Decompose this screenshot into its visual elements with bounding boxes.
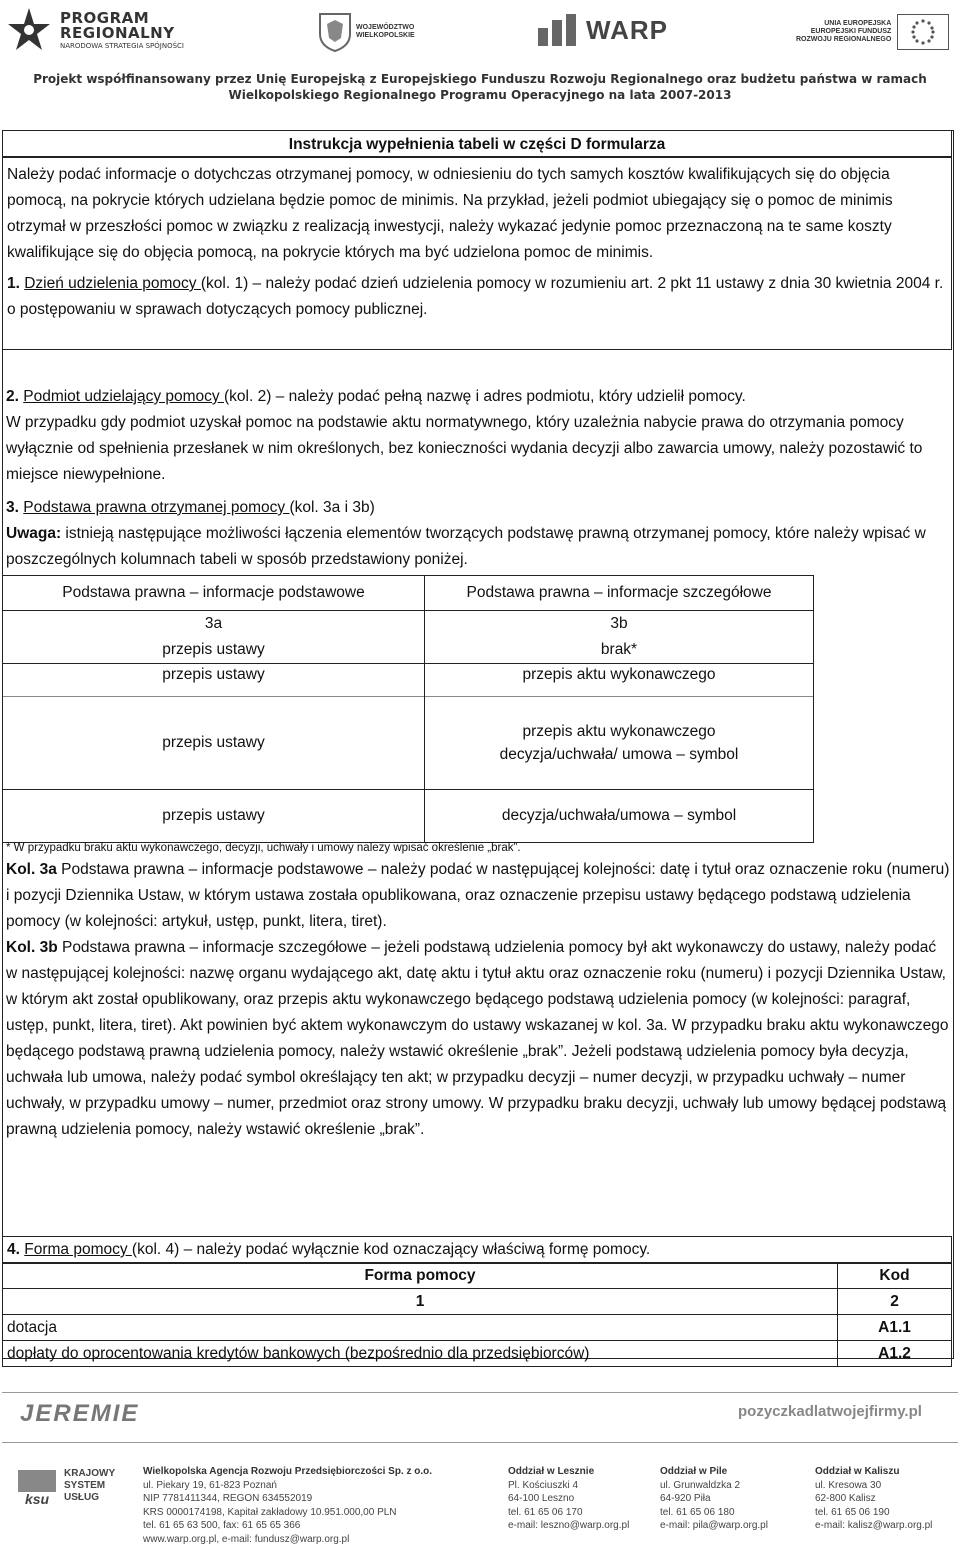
intro-paragraph: Należy podać informacje o dotychczas otrzymanej pomocy, w odniesieniu do tych samych kosztów kwalifikujących się do objęcia pomocą, na pokrycie których udzielana będzie pomoc de minimis. Na przykład, jeżeli podmiot ubiegający się o pomoc de minimis otrzymał w przeszłości pomoc w związku z realizacją inwestycji, należy wykazać jedynie pomoc przeznaczoną na te same koszty kwalifikujące się do objęcia pomocą, na pokrycie których ma być udzielona pomoc de minimis.: [7, 162, 946, 266]
agency-line2: NIP 7781411344, REGON 634552019: [143, 1492, 432, 1506]
section-2-text: (kol. 2) – należy podać pełną nazwę i adres podmiotu, który udzielił pomocy.: [224, 388, 746, 405]
ksu-line1: KRAJOWY: [64, 1468, 115, 1480]
table-row: [3, 664, 814, 697]
form-row1-code: A1.1: [838, 1315, 952, 1341]
kalisz-name: Oddział w Kaliszu: [815, 1465, 932, 1479]
legal-row4-a: przepis ustawy: [3, 790, 425, 843]
leszno-line1: Pl. Kościuszki 4: [508, 1479, 629, 1493]
program-text: PROGRAM: [60, 11, 184, 26]
agency-name: Wielkopolska Agencja Rozwoju Przedsiębiorczości Sp. z o.o.: [143, 1465, 432, 1479]
eu-flag-icon: [897, 14, 949, 50]
column-descriptions: [6, 841, 950, 1143]
section-3-number: 3.: [6, 499, 23, 516]
section-1-text: (kol. 1) – należy podać dzień udzielenia pomocy w rozumieniu art. 2 pkt 11 ustawy z dnia 30 kwietnia 2004 r. o postępowaniu w sprawach dotyczących pomocy publicznej.: [7, 275, 943, 318]
kol-3b-label: Kol. 3b: [6, 939, 58, 956]
form-col-number-2: 2: [838, 1289, 952, 1315]
kalisz-line1: ul. Kresowa 30: [815, 1479, 932, 1493]
kalisz-branch: [815, 1465, 932, 1533]
agency-line5: www.warp.org.pl, e-mail: fundusz@warp.org.pl: [143, 1533, 432, 1546]
section-2-paragraph: [6, 384, 946, 410]
section-3-paragraph: [6, 495, 946, 521]
form-row1-name: dotacja: [3, 1315, 838, 1341]
warp-bars-icon: [538, 14, 578, 46]
jeremie-logo: JEREMIE: [20, 1400, 139, 1428]
legal-row1-a: przepis ustawy: [3, 637, 425, 664]
eagle-crest-icon: [318, 12, 352, 52]
program-regionalny-logo: [8, 6, 184, 54]
footnote: * W przypadku braku aktu wykonawczego, decyzji, uchwały i umowy należy wpisać określenie „brak”.: [6, 841, 950, 855]
section-4-cell: [2, 1236, 952, 1264]
ue-line1: UNIA EUROPEJSKA: [796, 20, 891, 28]
section-3-text: (kol. 3a i 3b): [289, 499, 374, 516]
pila-branch: [660, 1465, 768, 1533]
leszno-line2: 64-100 Leszno: [508, 1492, 629, 1506]
form-header-code: Kod: [838, 1263, 952, 1289]
ksu-abbr: ksu: [25, 1491, 50, 1507]
form-row2-name: dopłaty do oprocentowania kredytów bankowych (bezpośrednio dla przedsiębiorców): [3, 1341, 838, 1367]
agency-line3: KRS 0000174198, Kapitał zakładowy 10.951.000,00 PLN: [143, 1506, 432, 1520]
table-row: [3, 637, 814, 664]
section-2-paragraph-2: W przypadku gdy podmiot uzyskał pomoc na podstawie aktu normatywnego, który uzależnia nabycie prawa do otrzymania pomocy wyłącznie od spełnienia przesłanek w nim określonych, bez konieczności wydania decyzji albo zawarcia umowy, należy pozostawić to miejsce niewypełnione.: [6, 410, 946, 488]
kalisz-line4: e-mail: kalisz@warp.org.pl: [815, 1519, 932, 1533]
form-row2-code: A1.2: [838, 1341, 952, 1367]
leszno-line4: e-mail: leszno@warp.org.pl: [508, 1519, 629, 1533]
legal-row3-b: [425, 697, 814, 790]
legal-row2-b: przepis aktu wykonawczego: [425, 664, 814, 697]
document-title: Instrukcja wypełnienia tabeli w części D formularza: [3, 131, 951, 158]
sections-2-3: [6, 384, 946, 573]
pila-line1: ul. Grunwaldzka 2: [660, 1479, 768, 1493]
legal-col-3b: 3b: [425, 611, 814, 638]
agency-line1: ul. Piekary 19, 61-823 Poznań: [143, 1479, 432, 1493]
legal-row4-b: decyzja/uchwała/umowa – symbol: [425, 790, 814, 843]
aid-form-table: [2, 1262, 952, 1367]
wielkopolskie-text: WIELKOPOLSKIE: [356, 32, 415, 40]
table-row: [3, 697, 814, 790]
section-4-number: 4.: [7, 1241, 24, 1258]
ksu-line2: SYSTEM: [64, 1480, 115, 1492]
legal-row3-b-line2: decyzja/uchwała/ umowa – symbol: [425, 743, 813, 766]
wojewodztwo-text: WOJEWÓDZTWO: [356, 24, 415, 32]
ksu-logo: [14, 1468, 124, 1513]
kalisz-line2: 62-800 Kalisz: [815, 1492, 932, 1506]
table-row: [3, 1289, 952, 1315]
section-2-number: 2.: [6, 388, 23, 405]
cofinancing-statement: [0, 72, 960, 103]
ue-line2: EUROPEJSKI FUNDUSZ: [796, 28, 891, 36]
title-cell: [2, 130, 952, 157]
legal-header-detailed: Podstawa prawna – informacje szczegółowe: [425, 576, 814, 611]
uwaga-text: istnieją następujące możliwości łączenia elementów tworzących podstawę prawną otrzymanej pomocy, które należy wpisać w poszczególnych kolumnach tabeli w sposób przedstawiony poniżej.: [6, 525, 926, 568]
section-3-title: Podstawa prawna otrzymanej pomocy: [23, 499, 289, 516]
kol-3b-text: Podstawa prawna – informacje szczegółowe – jeżeli podstawą udzielenia pomocy był akt wykonawczy do ustawy, należy podać w następującej kolejności: nazwę organu wydającego akt, datę aktu i tytuł aktu oraz oznaczenie roku (numeru) i pozycji Dziennika Ustaw, w którym akt został opublikowany, oraz przepis aktu wykonawczego będącego podstawą udzielenia pomocy (w kolejności: paragraf, ustęp, punkt, litera, tiret). Akt powinien być aktem wykonawczym do ustawy wskazanej w kol. 3a. W przypadku braku aktu wykonawczego będącego podstawą prawną udzielenia pomocy, należy wstawić określenie „brak”. Jeżeli podstawą udzielenia pomocy była decyzja, uchwała lub umowa, należy podać symbol określający ten akt; w przypadku decyzji – numer decyzji, w przypadku uchwały – numer uchwały, w przypadku umowy – numer, przedmiot oraz strony umowy. W przypadku braku decyzji, uchwały lub umowy będącej podstawą prawną udzielenia pomocy, należy wstawić określenie „brak”.: [6, 939, 948, 1138]
footer-divider-2: [2, 1442, 958, 1443]
table-row: [3, 611, 814, 638]
form-col-number-1: 1: [3, 1289, 838, 1315]
section-1-paragraph: [7, 271, 946, 323]
uwaga-label: Uwaga:: [6, 525, 61, 542]
kol-3a-paragraph: [6, 857, 950, 935]
legal-row3-a: przepis ustawy: [3, 697, 425, 790]
intro-cell: [2, 157, 952, 350]
warp-text: WARP: [586, 15, 668, 46]
kalisz-line3: tel. 61 65 06 190: [815, 1506, 932, 1520]
agency-address: [143, 1465, 432, 1546]
section-1-number: 1.: [7, 275, 24, 292]
legal-basis-table: [2, 575, 814, 843]
section-2-title: Podmiot udzielający pomocy: [23, 388, 224, 405]
pozyczka-logo: pozyczkadlatwojejfirmy.pl: [738, 1403, 922, 1420]
regionalny-text: REGIONALNY: [60, 26, 184, 41]
table-row: [3, 1315, 952, 1341]
ksu-line3: USŁUG: [64, 1492, 115, 1504]
pila-line2: 64-920 Piła: [660, 1492, 768, 1506]
leszno-branch: [508, 1465, 629, 1533]
cofinancing-line2: Wielkopolskiego Regionalnego Programu Operacyjnego na lata 2007-2013: [0, 88, 960, 104]
legal-header-basic: Podstawa prawna – informacje podstawowe: [3, 576, 425, 611]
table-row: [3, 1341, 952, 1367]
footer-divider: [2, 1392, 958, 1393]
wojewodztwo-logo: [318, 12, 415, 52]
table-header-row: [3, 576, 814, 611]
uwaga-paragraph: [6, 521, 946, 573]
ksu-mark-icon: [14, 1468, 60, 1508]
ue-line3: ROZWOJU REGIONALNEGO: [796, 36, 891, 44]
section-4-title: Forma pomocy: [24, 1241, 132, 1258]
legal-row3-b-line1: przepis aktu wykonawczego: [425, 720, 813, 743]
nss-text: NARODOWA STRATEGIA SPÓJNOŚCI: [60, 43, 184, 50]
warp-logo: [538, 14, 668, 46]
agency-line4: tel. 61 65 63 500, fax: 61 65 65 366: [143, 1519, 432, 1533]
form-header-name: Forma pomocy: [3, 1263, 838, 1289]
kol-3a-label: Kol. 3a: [6, 861, 57, 878]
legal-row2-a: przepis ustawy: [3, 664, 425, 697]
leszno-line3: tel. 61 65 06 170: [508, 1506, 629, 1520]
star-logo-icon: [8, 6, 50, 54]
section-1-title: Dzień udzielenia pomocy: [24, 275, 201, 292]
table-header-row: [3, 1263, 952, 1289]
pila-name: Oddział w Pile: [660, 1465, 768, 1479]
table-row: [3, 790, 814, 843]
eu-logo: [796, 14, 949, 50]
kol-3a-text: Podstawa prawna – informacje podstawowe – należy podać w następującej kolejności: datę i tytuł oraz oznaczenie roku (numeru) i pozycji Dziennika Ustaw, w którym ustawa została opublikowana, oraz oznaczenie przepisu ustawy będącego podstawą udzielenia pomocy (w kolejności: artykuł, ustęp, punkt, litera, tiret).: [6, 861, 949, 930]
legal-col-3a: 3a: [3, 611, 425, 638]
pila-line3: tel. 61 65 06 180: [660, 1506, 768, 1520]
section-4-paragraph: [3, 1237, 951, 1263]
section-4-text: (kol. 4) – należy podać wyłącznie kod oznaczający właściwą formę pomocy.: [132, 1241, 650, 1258]
kol-3b-paragraph: [6, 935, 950, 1143]
cofinancing-line1: Projekt współfinansowany przez Unię Europejską z Europejskiego Funduszu Rozwoju Regionalnego oraz budżetu państwa w ramach: [0, 72, 960, 88]
legal-row1-b: brak*: [425, 637, 814, 664]
leszno-name: Oddział w Lesznie: [508, 1465, 629, 1479]
pila-line4: e-mail: pila@warp.org.pl: [660, 1519, 768, 1533]
